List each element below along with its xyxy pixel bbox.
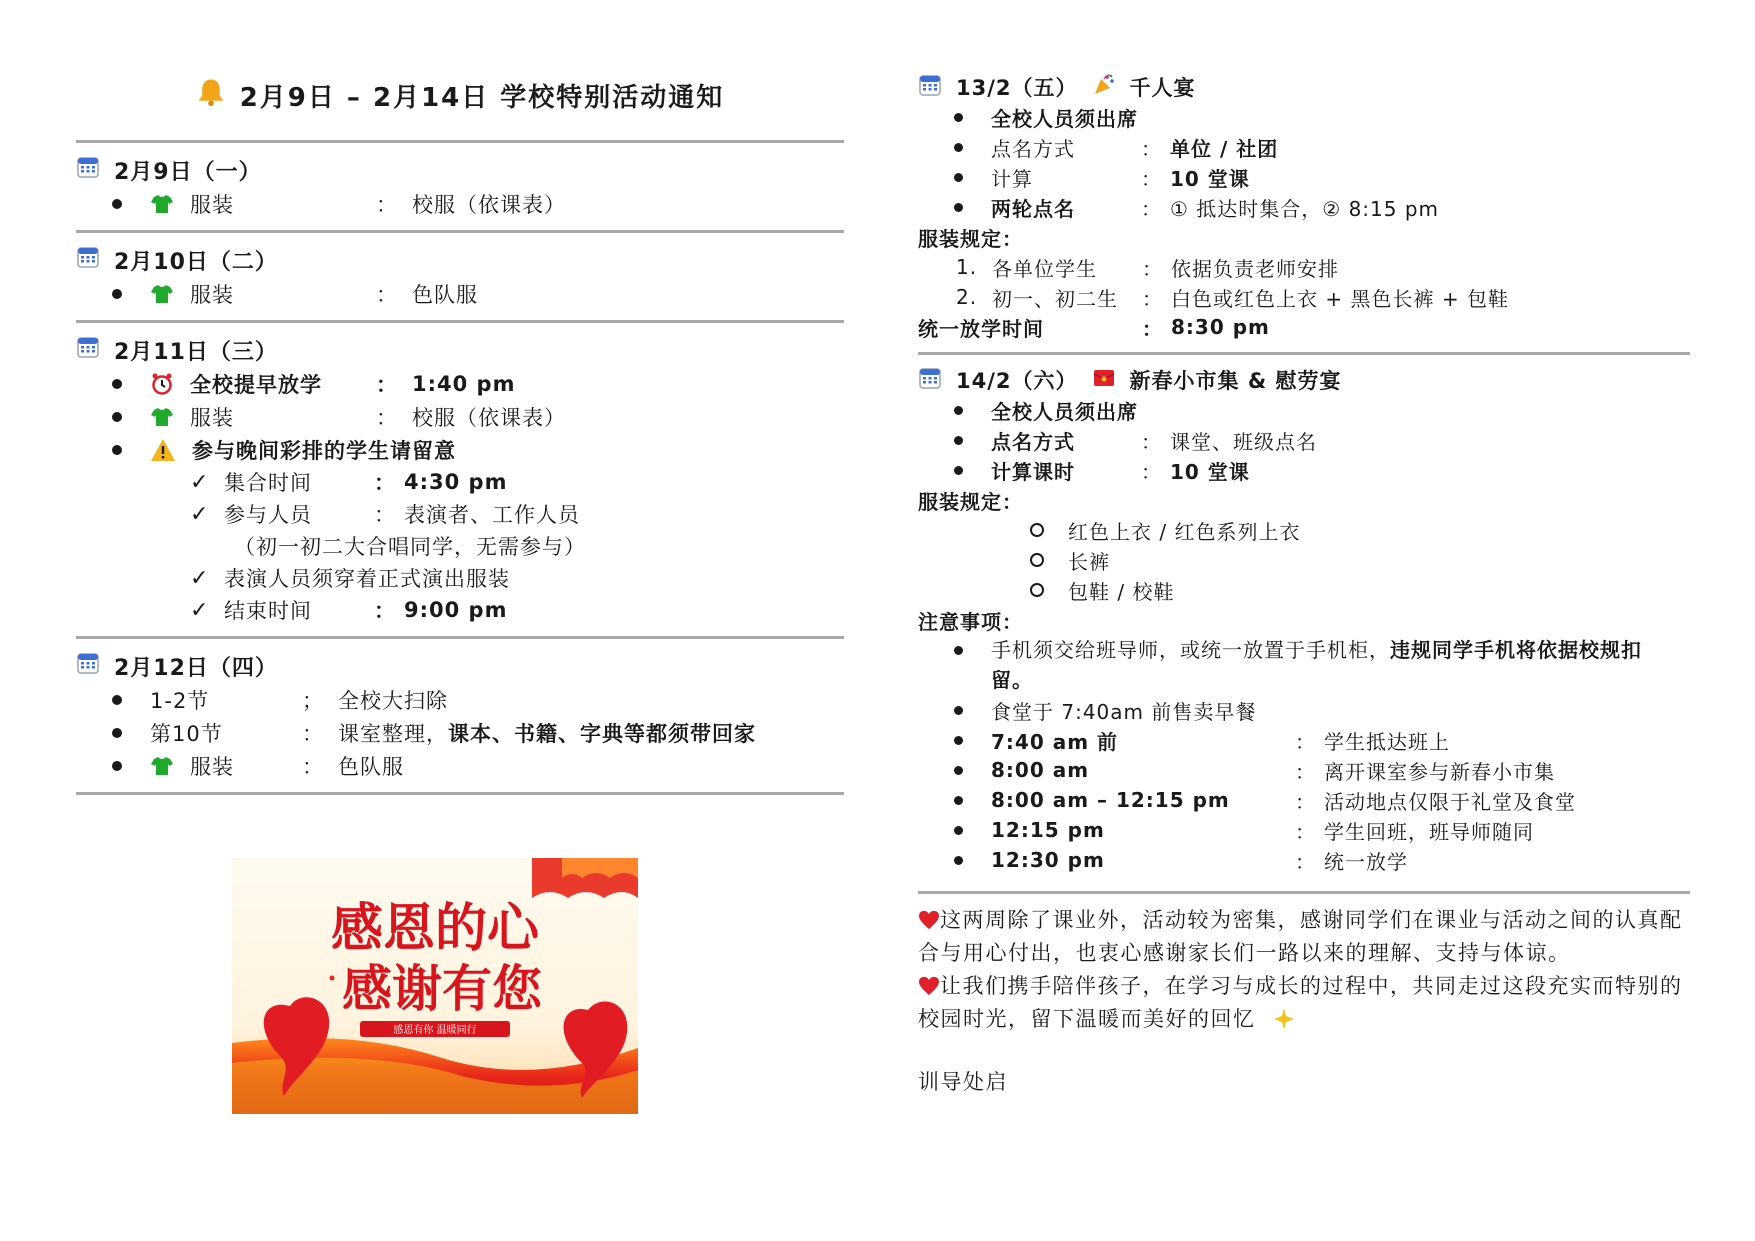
item-label: 服装 — [190, 754, 234, 779]
item-value: ① 抵达时集合，② 8:15 pm — [1170, 196, 1440, 221]
schedule-desc: 活动地点仅限于礼堂及食堂 — [1324, 789, 1576, 814]
check-label: 参与人员 — [224, 503, 312, 527]
item-label: 全校人员须出席 — [991, 399, 1138, 424]
item-label: 全校提早放学 — [190, 372, 322, 397]
divider — [76, 792, 844, 795]
check-item — [76, 594, 844, 626]
item-colon: ： — [1295, 819, 1316, 844]
calendar-icon — [76, 155, 100, 185]
numbered-item — [918, 252, 1690, 282]
item-colon: ： — [1142, 286, 1163, 311]
item-colon: ： — [1295, 849, 1316, 874]
item-value: 依据负责老师安排 — [1171, 256, 1339, 281]
closing-section — [918, 894, 1690, 1099]
item-colon: ： — [1142, 316, 1163, 341]
list-item — [76, 716, 844, 749]
event-name: 新春小市集 & 慰劳宴 — [1129, 369, 1342, 393]
closing-paragraph — [918, 970, 1690, 1036]
schedule-time: 12:30 pm — [991, 848, 1105, 872]
list-item — [918, 192, 1690, 222]
item-label: 服装 — [190, 282, 234, 307]
list-item — [918, 425, 1690, 455]
item-value: 课室整理， — [338, 721, 448, 746]
item-colon: ； — [302, 688, 324, 713]
check-label: 结束时间 — [224, 599, 312, 623]
list-item — [918, 102, 1690, 132]
item-colon: ： — [1142, 256, 1163, 281]
schedule-time: 8:00 am — [991, 758, 1090, 782]
schedule-row — [918, 725, 1690, 755]
list-item — [76, 187, 844, 220]
day-header: 2月12日（四） — [114, 655, 278, 681]
rehearsal-title: 参与晚间彩排的学生请留意 — [192, 438, 456, 463]
day-section-0210 — [76, 233, 844, 320]
item-value: 课堂、班级点名 — [1170, 429, 1317, 454]
item-colon: ： — [376, 282, 398, 307]
list-item — [918, 575, 1690, 605]
item-colon: ： — [1141, 429, 1162, 454]
tshirt-icon — [150, 754, 174, 778]
check-value: 4:30 pm — [404, 470, 508, 494]
item-value: 校服（依课表） — [412, 405, 566, 430]
item-colon: ： — [376, 372, 398, 397]
item-value-emphasis: 课本、书籍、字典等都须带回家 — [448, 721, 756, 746]
check-item — [76, 498, 844, 530]
dress-item: 包鞋 / 校鞋 — [1068, 579, 1175, 604]
item-value: 校服（依课表） — [412, 192, 566, 217]
list-item — [76, 433, 844, 466]
schedule-time: 7:40 am 前 — [991, 729, 1119, 754]
item-label: 1-2节 — [150, 688, 210, 713]
day-header: 14/2（六） — [956, 369, 1078, 393]
check-icon: ✓ — [190, 597, 210, 623]
item-label: 各单位学生 — [992, 256, 1097, 281]
banner-ribbon: 感恩有你 温暖同行 — [393, 1025, 477, 1036]
day-section-0212 — [76, 639, 844, 792]
day-header: 2月10日（二） — [114, 249, 278, 275]
dress-item: 长裤 — [1068, 549, 1110, 574]
note-text-emphasis: 违规同学手机将依据校规扣留。 — [991, 638, 1642, 692]
item-label: 点名方式 — [991, 136, 1075, 161]
list-item — [76, 277, 844, 310]
left-column — [76, 70, 844, 795]
dismiss-value: 8:30 pm — [1171, 315, 1270, 339]
check-colon: ： — [374, 599, 396, 623]
closing-text: 让我们携手陪伴孩子，在学习与成长的过程中，共同走过这段充实而特别的校园时光，留下温暖而美好的回忆 — [918, 974, 1683, 1031]
list-item — [918, 695, 1690, 725]
item-value: 色队服 — [338, 754, 404, 779]
schedule-desc: 学生抵达班上 — [1324, 729, 1450, 754]
calendar-icon — [918, 73, 942, 102]
item-value: 单位 / 社团 — [1170, 136, 1279, 161]
banner-line1: 感恩的心 — [330, 898, 540, 959]
list-item — [918, 545, 1690, 575]
list-item — [918, 132, 1690, 162]
check-item — [76, 466, 844, 498]
calendar-icon — [76, 245, 100, 275]
item-label: 第10节 — [150, 721, 223, 746]
banner-line2: 感谢有您 — [342, 959, 542, 1018]
item-label: 初一、初二生 — [992, 286, 1118, 311]
check-icon: ✓ — [190, 565, 210, 591]
tshirt-icon — [150, 282, 174, 306]
list-item — [76, 400, 844, 433]
item-label: 服装 — [190, 192, 234, 217]
alarm-clock-icon — [150, 372, 174, 396]
schedule-row — [918, 755, 1690, 785]
item-colon: ： — [376, 192, 398, 217]
heart-icon — [918, 974, 940, 998]
check-icon: ✓ — [190, 469, 210, 495]
item-label: 两轮点名 — [991, 196, 1075, 221]
item-value: 色队服 — [412, 282, 478, 307]
list-item — [76, 367, 844, 400]
check-item — [76, 562, 844, 594]
check-label: 表演人员须穿着正式演出服装 — [224, 567, 510, 591]
day-section-0211 — [76, 323, 844, 636]
heart-icon — [918, 908, 940, 932]
schedule-row — [918, 845, 1690, 875]
item-colon: ： — [1295, 759, 1316, 784]
signature: 训导处启 — [918, 1070, 1008, 1094]
check-value: 表演者、工作人员 — [404, 503, 580, 527]
item-label: 计算 — [991, 166, 1033, 191]
item-colon: ： — [1141, 459, 1162, 484]
item-value: 10 堂课 — [1170, 459, 1250, 484]
list-item — [76, 749, 844, 782]
schedule-time: 12:15 pm — [991, 818, 1105, 842]
item-number: 1. — [956, 255, 978, 279]
check-colon: ： — [374, 471, 396, 495]
item-value: 10 堂课 — [1170, 166, 1250, 191]
schedule-desc: 统一放学 — [1324, 849, 1408, 874]
right-column — [918, 72, 1690, 1099]
item-colon: ： — [1295, 729, 1316, 754]
thanks-banner — [232, 858, 638, 1114]
day-section-1302 — [918, 72, 1690, 352]
page-title: 2月9日 – 2月14日 学校特别活动通知 — [239, 82, 725, 113]
party-popper-icon — [1092, 73, 1116, 102]
day-header: 2月11日（三） — [114, 339, 278, 365]
item-label: 服装 — [190, 405, 234, 430]
schedule-row — [918, 785, 1690, 815]
bell-icon — [196, 77, 226, 114]
calendar-icon — [76, 651, 100, 681]
list-item — [918, 455, 1690, 485]
sparkle-icon — [1264, 1007, 1296, 1031]
check-value: 9:00 pm — [404, 598, 508, 622]
page-title-row — [76, 70, 844, 120]
list-item — [918, 162, 1690, 192]
item-colon: ： — [1141, 166, 1162, 191]
dismiss-row — [918, 312, 1690, 342]
item-colon: ： — [1295, 789, 1316, 814]
day-section-1402 — [918, 355, 1690, 885]
note-text: 手机须交给班导师，或统一放置于手机柜， — [991, 638, 1390, 662]
item-colon: ： — [1141, 196, 1162, 221]
check-colon: ： — [374, 503, 396, 527]
check-label: 集合时间 — [224, 471, 312, 495]
note-text: 食堂于 7:40am 前售卖早餐 — [991, 699, 1257, 724]
list-item — [918, 395, 1690, 425]
tshirt-icon — [150, 405, 174, 429]
item-label: 点名方式 — [991, 429, 1075, 454]
schedule-desc: 学生回班，班导师随同 — [1324, 819, 1534, 844]
closing-text: 这两周除了课业外，活动较为密集，感谢同学们在课业与活动之间的认真配合与用心付出，也衷心感谢家长们一路以来的理解、支持与体谅。 — [918, 908, 1683, 965]
dress-title: 服装规定： — [918, 226, 1023, 251]
list-item — [76, 683, 844, 716]
item-label: 计算课时 — [991, 459, 1075, 484]
item-colon: ： — [302, 754, 324, 779]
event-name: 千人宴 — [1129, 76, 1196, 100]
schedule-row — [918, 815, 1690, 845]
dress-item: 红色上衣 / 红色系列上衣 — [1068, 519, 1301, 544]
notes-title: 注意事项： — [918, 609, 1023, 634]
item-value: 1:40 pm — [412, 371, 516, 396]
day-header: 13/2（五） — [956, 76, 1078, 100]
closing-paragraph — [918, 904, 1690, 970]
day-header: 2月9日（一） — [114, 159, 262, 185]
calendar-icon — [76, 335, 100, 365]
participants-note: （初一初二大合唱同学，无需参与） — [234, 535, 586, 559]
numbered-item — [918, 282, 1690, 312]
list-item — [918, 635, 1690, 695]
item-number: 2. — [956, 285, 978, 309]
item-value: 白色或红色上衣 + 黑色长裤 + 包鞋 — [1171, 286, 1509, 311]
schedule-time: 8:00 am – 12:15 pm — [991, 788, 1230, 812]
tshirt-icon — [150, 192, 174, 216]
item-colon: ： — [1141, 136, 1162, 161]
item-colon: ： — [376, 405, 398, 430]
dismiss-label: 统一放学时间 — [918, 316, 1044, 341]
calendar-icon — [918, 366, 942, 395]
item-colon: ： — [302, 721, 324, 746]
check-icon: ✓ — [190, 501, 210, 527]
list-item — [918, 515, 1690, 545]
day-section-0209 — [76, 143, 844, 230]
item-label: 全校人员须出席 — [991, 106, 1138, 131]
warning-icon — [150, 438, 176, 462]
item-value: 全校大扫除 — [338, 688, 448, 713]
dress-title: 服装规定： — [918, 489, 1023, 514]
red-envelope-icon — [1092, 366, 1116, 395]
schedule-desc: 离开课室参与新春小市集 — [1324, 759, 1555, 784]
